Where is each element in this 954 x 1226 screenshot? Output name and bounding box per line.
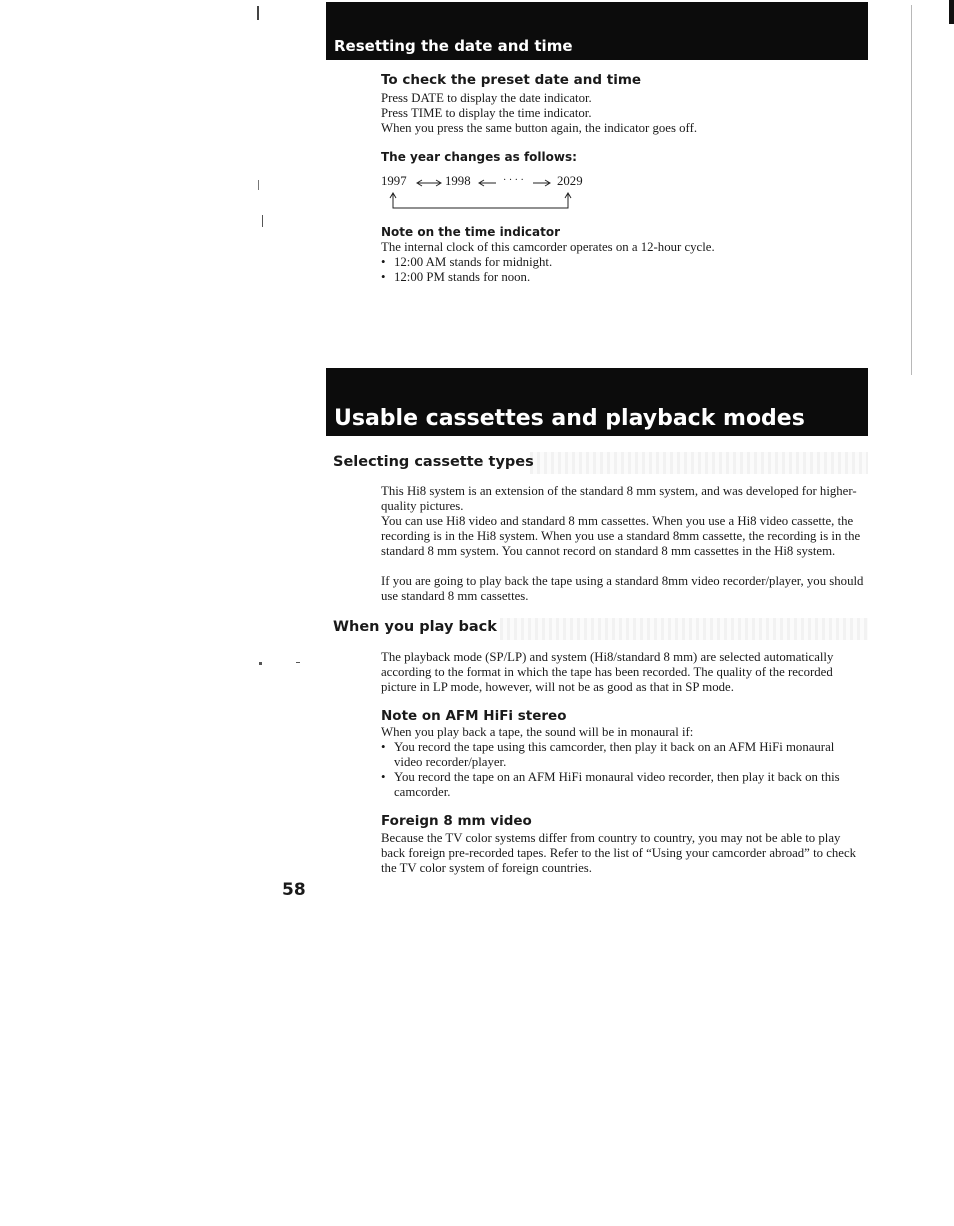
selecting-heading: Selecting cassette types bbox=[333, 454, 534, 470]
playback-paragraph: The playback mode (SP/LP) and system (Hi8/standard 8 mm) are selected automatically according to the format in which the tape has been recorded. The quality of the recorded picture in LP mode, however, will not be as good as that in SP mode. bbox=[381, 650, 834, 694]
scan-speck bbox=[262, 215, 263, 227]
bullet-icon: • bbox=[381, 740, 386, 754]
list-item: • You record the tape using this camcorder, then play it back on an AFM HiFi monaural video recorder/player. bbox=[381, 740, 835, 769]
selecting-paragraph-2: You can use Hi8 video and standard 8 mm cassettes. When you use a Hi8 video cassette, the recording is in the Hi8 system. When you use a standard 8mm cassette, the recording is in the standard 8 mm system. You cannot record on standard 8 mm cassettes in the Hi8 system. bbox=[381, 514, 861, 558]
section-banner-cassettes bbox=[326, 368, 868, 436]
scan-edge-mark bbox=[949, 0, 954, 24]
list-item: • 12:00 PM stands for noon. bbox=[381, 270, 531, 284]
year-2029: 2029 bbox=[557, 174, 583, 188]
playback-heading: When you play back bbox=[333, 619, 497, 635]
section-banner-date-time bbox=[326, 2, 868, 60]
right-arrow-icon bbox=[531, 178, 551, 188]
bullet-icon: • bbox=[381, 270, 386, 284]
banner-title: Usable cassettes and playback modes bbox=[334, 406, 805, 431]
year-cycle-diagram bbox=[381, 172, 601, 212]
scan-speck bbox=[258, 180, 259, 190]
time-note-text: The internal clock of this camcorder operates on a 12-hour cycle. bbox=[381, 240, 715, 254]
scan-speck bbox=[296, 662, 300, 663]
year-1997: 1997 bbox=[381, 174, 407, 188]
bullet-icon: • bbox=[381, 255, 386, 269]
check-date-heading: To check the preset date and time bbox=[381, 72, 642, 88]
selecting-paragraph-3: If you are going to play back the tape using a standard 8mm video recorder/player, you should use standard 8 mm cassettes. bbox=[381, 574, 864, 603]
foreign-heading: Foreign 8 mm video bbox=[381, 813, 532, 829]
year-heading: The year changes as follows: bbox=[381, 150, 577, 164]
afm-text: When you play back a tape, the sound will be in monaural if: bbox=[381, 725, 694, 739]
heading-shade bbox=[500, 618, 868, 640]
scan-speck bbox=[259, 662, 262, 665]
year-1998: 1998 bbox=[445, 174, 471, 188]
bullet-icon: • bbox=[381, 770, 386, 784]
check-line-2: Press TIME to display the time indicator. bbox=[381, 106, 592, 120]
left-arrow-icon bbox=[478, 178, 498, 188]
check-line-1: Press DATE to display the date indicator. bbox=[381, 91, 592, 105]
list-item: • You record the tape on an AFM HiFi monaural video recorder, then play it back on this camcorder. bbox=[381, 770, 840, 799]
scan-speck bbox=[257, 6, 259, 20]
check-line-3: When you press the same button again, the indicator goes off. bbox=[381, 121, 698, 135]
heading-shade bbox=[530, 452, 868, 474]
scan-line bbox=[911, 5, 912, 375]
banner-title: Resetting the date and time bbox=[334, 37, 573, 55]
foreign-paragraph: Because the TV color systems differ from country to country, you may not be able to play back foreign pre-recorded tapes. Refer to the list of “Using your camcorder abroad” to check the TV color system of foreign countries. bbox=[381, 831, 857, 875]
page-number: 58 bbox=[282, 880, 306, 900]
afm-heading: Note on AFM HiFi stereo bbox=[381, 708, 567, 724]
loop-arrow-icon bbox=[389, 190, 589, 212]
time-note-heading: Note on the time indicator bbox=[381, 225, 561, 239]
time-note-bullets bbox=[381, 255, 871, 285]
year-ellipsis: · · · · bbox=[503, 175, 524, 186]
double-arrow-icon bbox=[415, 178, 443, 188]
list-item: • 12:00 AM stands for midnight. bbox=[381, 255, 553, 269]
selecting-paragraph-1: This Hi8 system is an extension of the standard 8 mm system, and was developed for higher-quality pictures. bbox=[381, 484, 857, 513]
afm-bullets bbox=[381, 740, 856, 800]
